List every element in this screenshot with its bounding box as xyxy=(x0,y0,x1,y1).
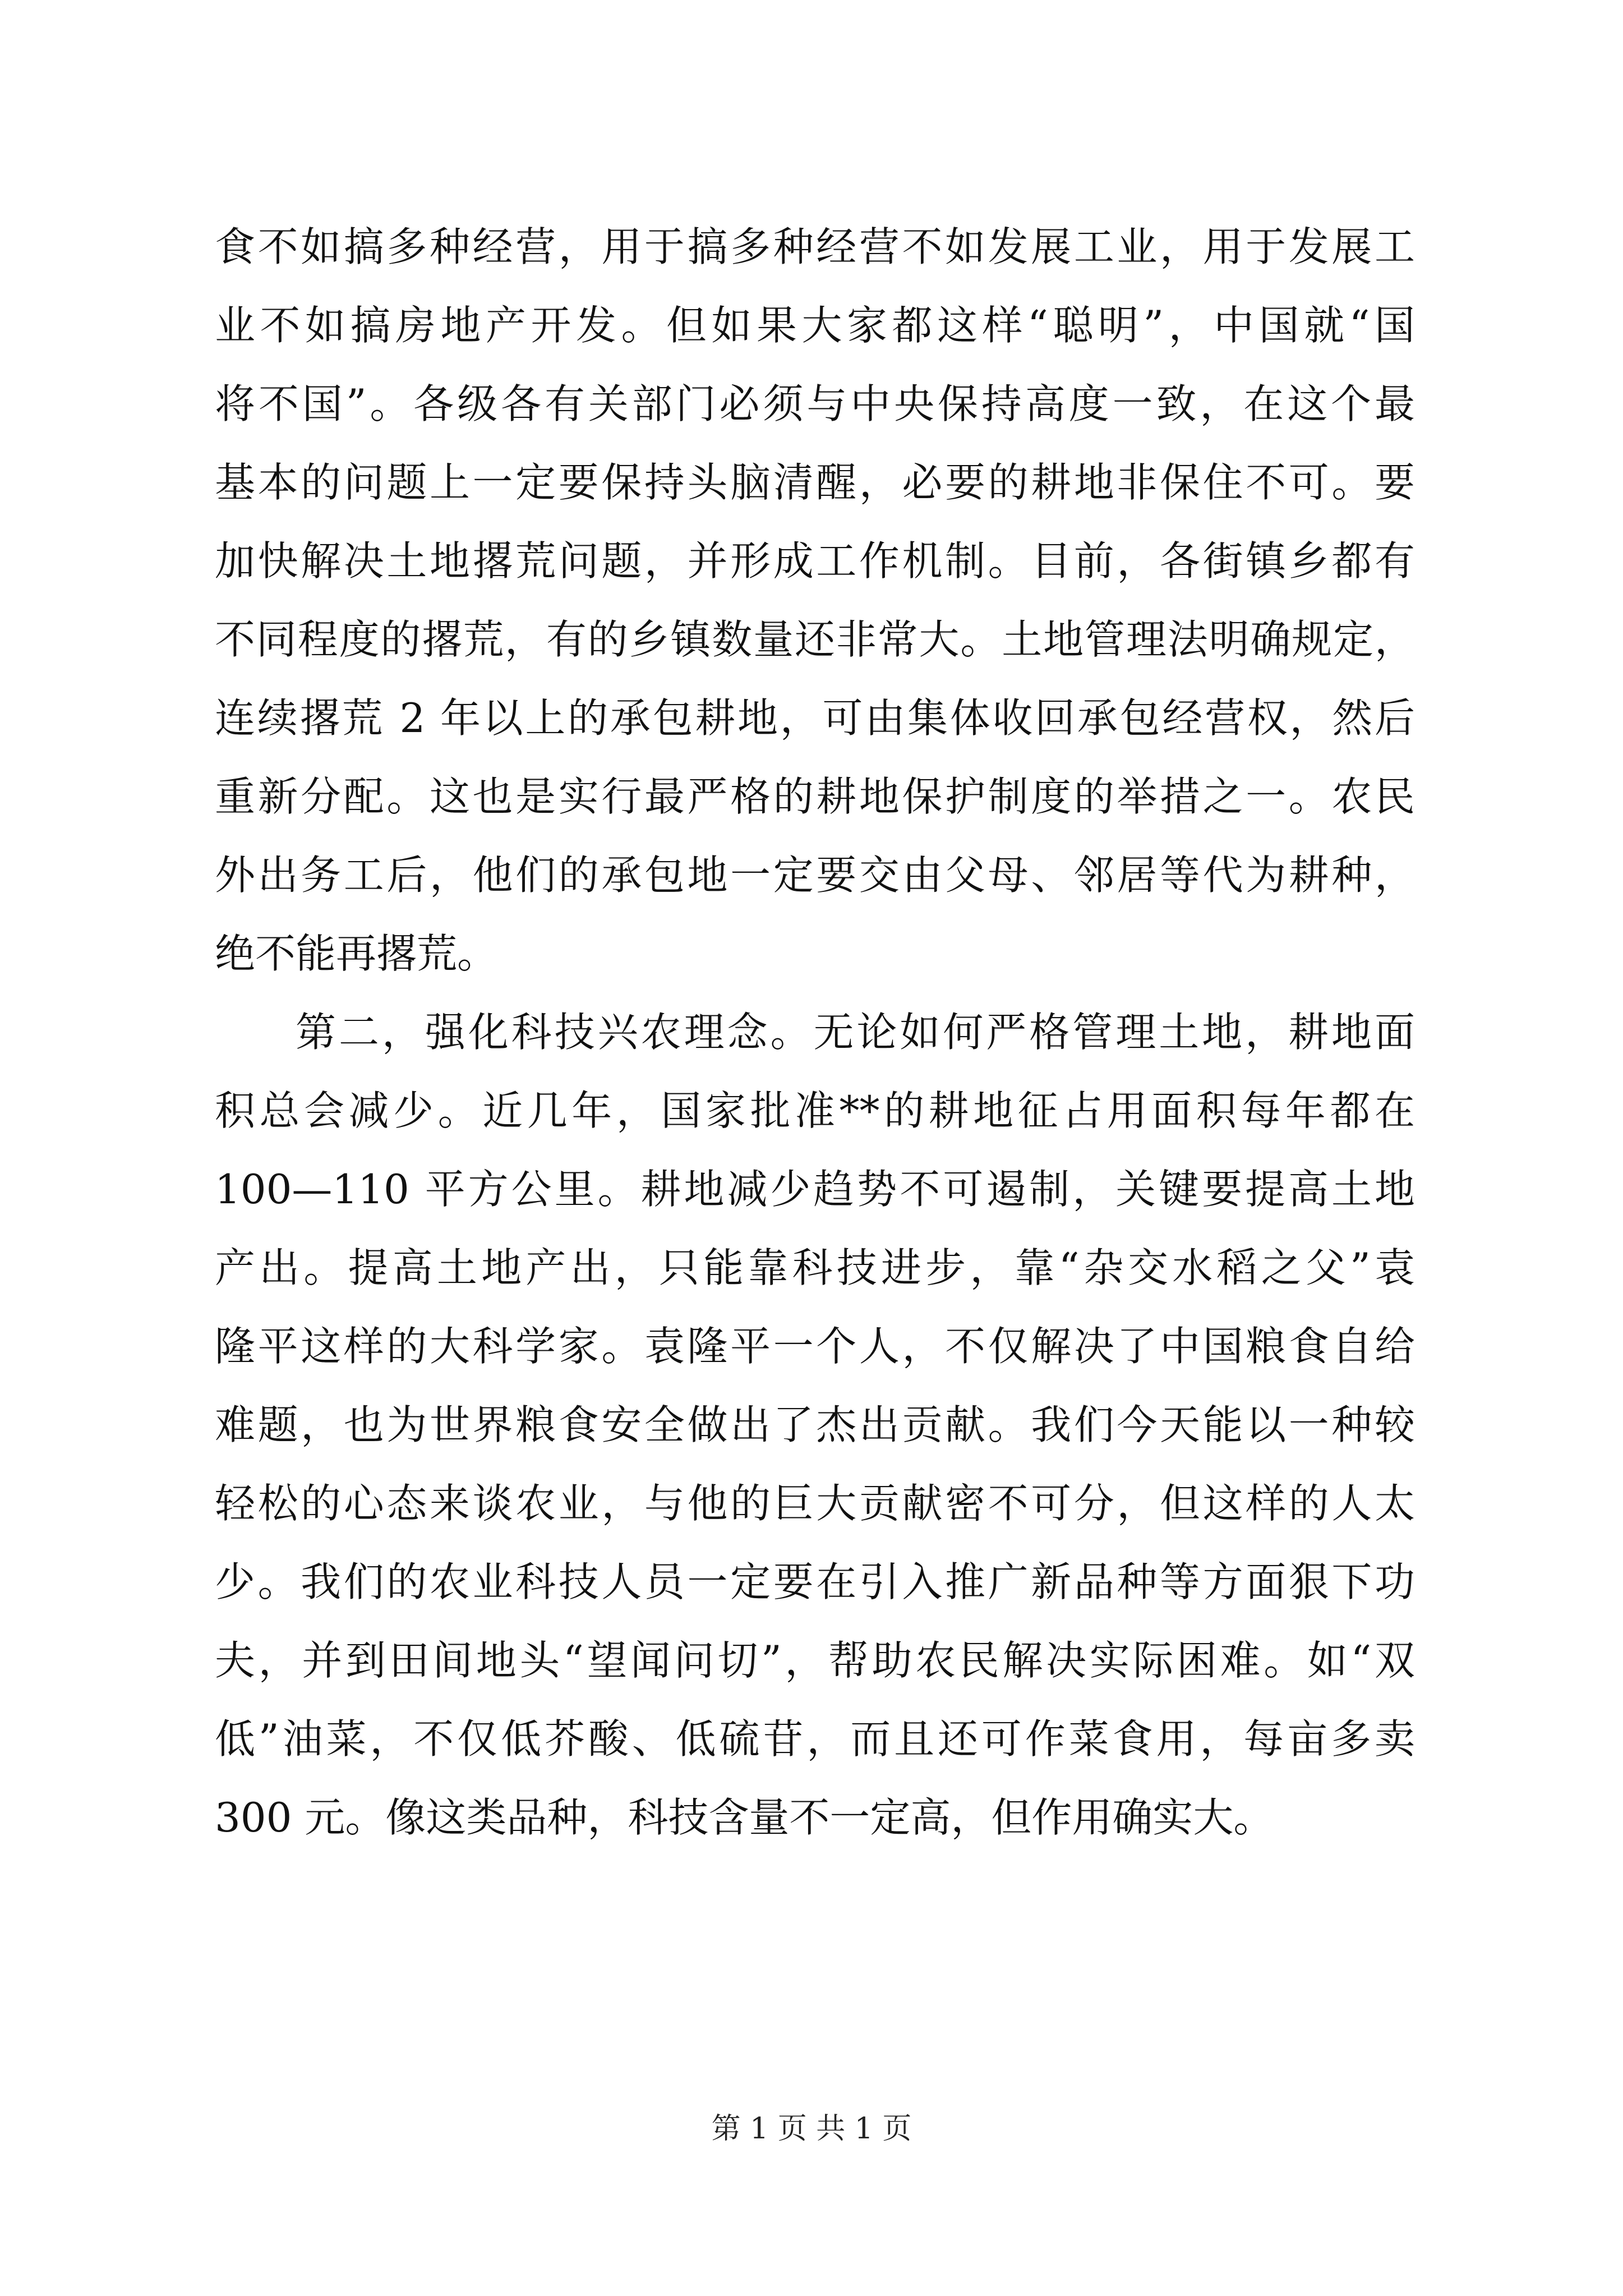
text-line: 食不如搞多种经营，用于搞多种经营不如发展工业，用于发展工 xyxy=(215,223,1415,270)
text-line: 300 元。像这类品种，科技含量不一定高，但作用确实大。 xyxy=(215,1794,1274,1841)
paragraph-1 xyxy=(215,208,1415,993)
text-line: 不同程度的撂荒，有的乡镇数量还非常大。土地管理法明确规定， xyxy=(215,616,1415,663)
text-line: 少。我们的农业科技人员一定要在引入推广新品种等方面狠下功 xyxy=(215,1558,1415,1605)
text-line: 绝不能再撂荒。 xyxy=(215,930,498,977)
text-line: 将不国”。各级各有关部门必须与中央保持高度一致，在这个最 xyxy=(215,380,1415,427)
text-line: 夫，并到田间地头“望闻问切”，帮助农民解决实际困难。如“双 xyxy=(215,1637,1415,1684)
text-line: 外出务工后，他们的承包地一定要交由父母、邻居等代为耕种， xyxy=(215,852,1415,899)
text-line: 第二，强化科技兴农理念。无论如何严格管理土地，耕地面 xyxy=(296,1009,1415,1056)
text-line: 100—110 平方公里。耕地减少趋势不可遏制，关键要提高土地 xyxy=(215,1166,1415,1213)
text-line: 产出。提高土地产出，只能靠科技进步，靠“杂交水稻之父”袁 xyxy=(215,1244,1415,1291)
text-line: 加快解决土地撂荒问题，并形成工作机制。目前，各街镇乡都有 xyxy=(215,537,1415,585)
page-number-footer: 第 1 页 共 1 页 xyxy=(711,2112,912,2146)
text-line: 难题，也为世界粮食安全做出了杰出贡献。我们今天能以一种较 xyxy=(215,1401,1415,1448)
paragraph-2 xyxy=(215,993,1415,1857)
document-body xyxy=(215,208,1415,1857)
text-line: 低”油菜，不仅低芥酸、低硫苷，而且还可作菜食用，每亩多卖 xyxy=(215,1715,1415,1763)
text-line: 业不如搞房地产开发。但如果大家都这样“聪明”，中国就“国 xyxy=(215,302,1415,349)
text-line: 隆平这样的大科学家。袁隆平一个人，不仅解决了中国粮食自给 xyxy=(215,1323,1415,1370)
text-line: 连续撂荒 2 年以上的承包耕地，可由集体收回承包经营权，然后 xyxy=(215,694,1415,742)
text-line: 积总会减少。近几年，国家批准**的耕地征占用面积每年都在 xyxy=(215,1087,1415,1134)
text-line: 轻松的心态来谈农业，与他的巨大贡献密不可分，但这样的人太 xyxy=(215,1480,1415,1527)
text-line: 重新分配。这也是实行最严格的耕地保护制度的举措之一。农民 xyxy=(215,773,1415,820)
text-line: 基本的问题上一定要保持头脑清醒，必要的耕地非保住不可。要 xyxy=(215,459,1415,506)
